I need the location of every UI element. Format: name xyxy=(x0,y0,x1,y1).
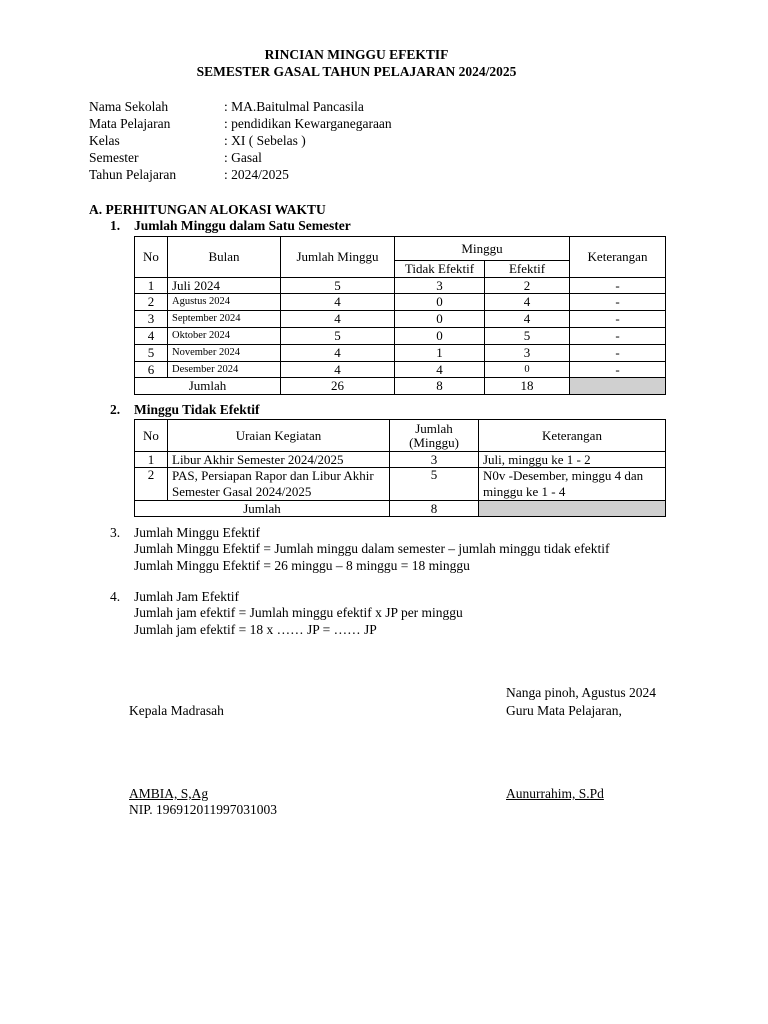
total-keterangan-shaded xyxy=(570,378,666,395)
info-label: Tahun Pelajaran xyxy=(89,167,177,182)
cell-keterangan: - xyxy=(570,294,666,311)
sub4-calculation: Jumlah jam efektif = 18 x …… JP = …… JP xyxy=(134,622,377,637)
col-header-jumlah xyxy=(390,420,479,452)
cell-jumlah: 5 xyxy=(281,328,395,345)
cell-tidak-efektif: 0 xyxy=(395,294,485,311)
cell-bulan: Oktober 2024 xyxy=(168,328,281,345)
col-header-efektif: Efektif xyxy=(485,261,570,278)
cell-efektif: 4 xyxy=(485,311,570,328)
cell-efektif: 5 xyxy=(485,328,570,345)
table-row xyxy=(135,345,666,362)
table-row xyxy=(135,362,666,378)
col-header-uraian: Uraian Kegiatan xyxy=(168,420,390,452)
document-subtitle: SEMESTER GASAL TAHUN PELAJARAN 2024/2025 xyxy=(196,64,517,79)
total-jumlah: 26 xyxy=(281,378,395,395)
cell-keterangan: - xyxy=(570,311,666,328)
info-value: : pendidikan Kewarganegaraan xyxy=(224,116,392,131)
col-header-no: No xyxy=(135,237,168,278)
cell-jumlah: 4 xyxy=(281,311,395,328)
info-label: Semester xyxy=(89,150,139,165)
cell-no: 2 xyxy=(135,468,168,501)
cell-tidak-efektif: 0 xyxy=(395,311,485,328)
cell-keterangan: - xyxy=(570,328,666,345)
cell-jumlah: 4 xyxy=(281,362,395,378)
total-label: Jumlah xyxy=(135,378,281,395)
info-value: : 2024/2025 xyxy=(224,167,289,182)
cell-keterangan: Juli, minggu ke 1 - 2 xyxy=(479,452,666,468)
total-efektif: 18 xyxy=(485,378,570,395)
left-signatory-role: Kepala Madrasah xyxy=(129,703,224,718)
cell-tidak-efektif: 4 xyxy=(395,362,485,378)
cell-tidak-efektif: 1 xyxy=(395,345,485,362)
total-tidak-efektif: 8 xyxy=(395,378,485,395)
cell-no: 2 xyxy=(135,294,168,311)
info-label: Nama Sekolah xyxy=(89,99,169,114)
sub4-title: Jumlah Jam Efektif xyxy=(134,589,239,604)
sub4-number: 4. xyxy=(110,589,121,604)
sub2-title: Minggu Tidak Efektif xyxy=(134,402,260,417)
total-label: Jumlah xyxy=(135,501,390,517)
sub3-formula: Jumlah Minggu Efektif = Jumlah minggu dalam semester – jumlah minggu tidak efektif xyxy=(134,541,610,556)
col-header-minggu: Minggu xyxy=(395,237,570,261)
col-header-jumlah-line1: Jumlah xyxy=(415,420,453,436)
sub1-number: 1. xyxy=(110,218,121,233)
document-title: RINCIAN MINGGU EFEKTIF xyxy=(264,47,449,62)
cell-no: 1 xyxy=(135,278,168,294)
col-header-keterangan: Keterangan xyxy=(479,420,666,452)
cell-jumlah: 4 xyxy=(281,345,395,362)
cell-jumlah: 5 xyxy=(390,468,479,501)
cell-no: 5 xyxy=(135,345,168,362)
left-signatory-nip: NIP. 196912011997031003 xyxy=(129,802,278,817)
cell-bulan: November 2024 xyxy=(168,345,281,362)
right-signatory-role: Guru Mata Pelajaran, xyxy=(506,703,622,718)
col-header-jumlah-minggu: Jumlah Minggu xyxy=(281,237,395,278)
section-heading: A. PERHITUNGAN ALOKASI WAKTU xyxy=(89,202,326,217)
info-value: : XI ( Sebelas ) xyxy=(224,133,306,148)
col-header-no: No xyxy=(135,420,168,452)
table-row xyxy=(135,311,666,328)
cell-efektif: 0 xyxy=(485,362,570,378)
cell-efektif: 3 xyxy=(485,345,570,362)
cell-efektif: 4 xyxy=(485,294,570,311)
cell-uraian: PAS, Persiapan Rapor dan Libur Akhir Semester Gasal 2024/2025 xyxy=(168,468,390,501)
cell-tidak-efektif: 3 xyxy=(395,278,485,294)
cell-jumlah: 3 xyxy=(390,452,479,468)
cell-jumlah: 4 xyxy=(281,294,395,311)
table-total-row xyxy=(135,378,666,395)
info-value: : Gasal xyxy=(224,150,262,165)
table-row xyxy=(135,278,666,294)
total-keterangan-shaded xyxy=(479,501,666,517)
cell-keterangan: - xyxy=(570,278,666,294)
cell-no: 6 xyxy=(135,362,168,378)
place-date: Nanga pinoh, Agustus 2024 xyxy=(506,685,656,700)
total-jumlah: 8 xyxy=(390,501,479,517)
col-header-jumlah-line2: (Minggu) xyxy=(409,434,459,450)
cell-keterangan: - xyxy=(570,362,666,378)
col-header-bulan: Bulan xyxy=(168,237,281,278)
cell-keterangan: N0v -Desember, minggu 4 dan minggu ke 1 - 4 xyxy=(479,468,666,501)
cell-keterangan: - xyxy=(570,345,666,362)
table-row xyxy=(135,328,666,345)
sub3-number: 3. xyxy=(110,525,121,540)
cell-uraian: Libur Akhir Semester 2024/2025 xyxy=(168,452,390,468)
sub2-number: 2. xyxy=(110,402,121,417)
sub3-title: Jumlah Minggu Efektif xyxy=(134,525,260,540)
col-header-tidak-efektif: Tidak Efektif xyxy=(395,261,485,278)
sub3-calculation: Jumlah Minggu Efektif = 26 minggu – 8 minggu = 18 minggu xyxy=(134,558,470,573)
table-row xyxy=(135,294,666,311)
col-header-keterangan: Keterangan xyxy=(570,237,666,278)
cell-efektif: 2 xyxy=(485,278,570,294)
cell-tidak-efektif: 0 xyxy=(395,328,485,345)
cell-no: 1 xyxy=(135,452,168,468)
non-effective-table xyxy=(134,419,666,517)
left-signatory-name: AMBIA, S,Ag xyxy=(129,786,209,801)
cell-jumlah: 5 xyxy=(281,278,395,294)
cell-bulan: Juli 2024 xyxy=(168,278,281,294)
cell-bulan: Desember 2024 xyxy=(168,362,281,378)
cell-no: 3 xyxy=(135,311,168,328)
cell-no: 4 xyxy=(135,328,168,345)
cell-bulan: September 2024 xyxy=(168,311,281,328)
sub1-title: Jumlah Minggu dalam Satu Semester xyxy=(134,218,351,233)
table-row xyxy=(135,468,666,501)
right-signatory-name: Aunurrahim, S.Pd xyxy=(506,786,604,801)
table-row xyxy=(135,452,666,468)
sub4-formula: Jumlah jam efektif = Jumlah minggu efektif x JP per minggu xyxy=(134,605,463,620)
info-label: Mata Pelajaran xyxy=(89,116,171,131)
table-total-row xyxy=(135,501,666,517)
info-value: : MA.Baitulmal Pancasila xyxy=(224,99,364,114)
info-label: Kelas xyxy=(89,133,120,148)
weeks-table xyxy=(134,236,666,395)
cell-bulan: Agustus 2024 xyxy=(168,294,281,311)
